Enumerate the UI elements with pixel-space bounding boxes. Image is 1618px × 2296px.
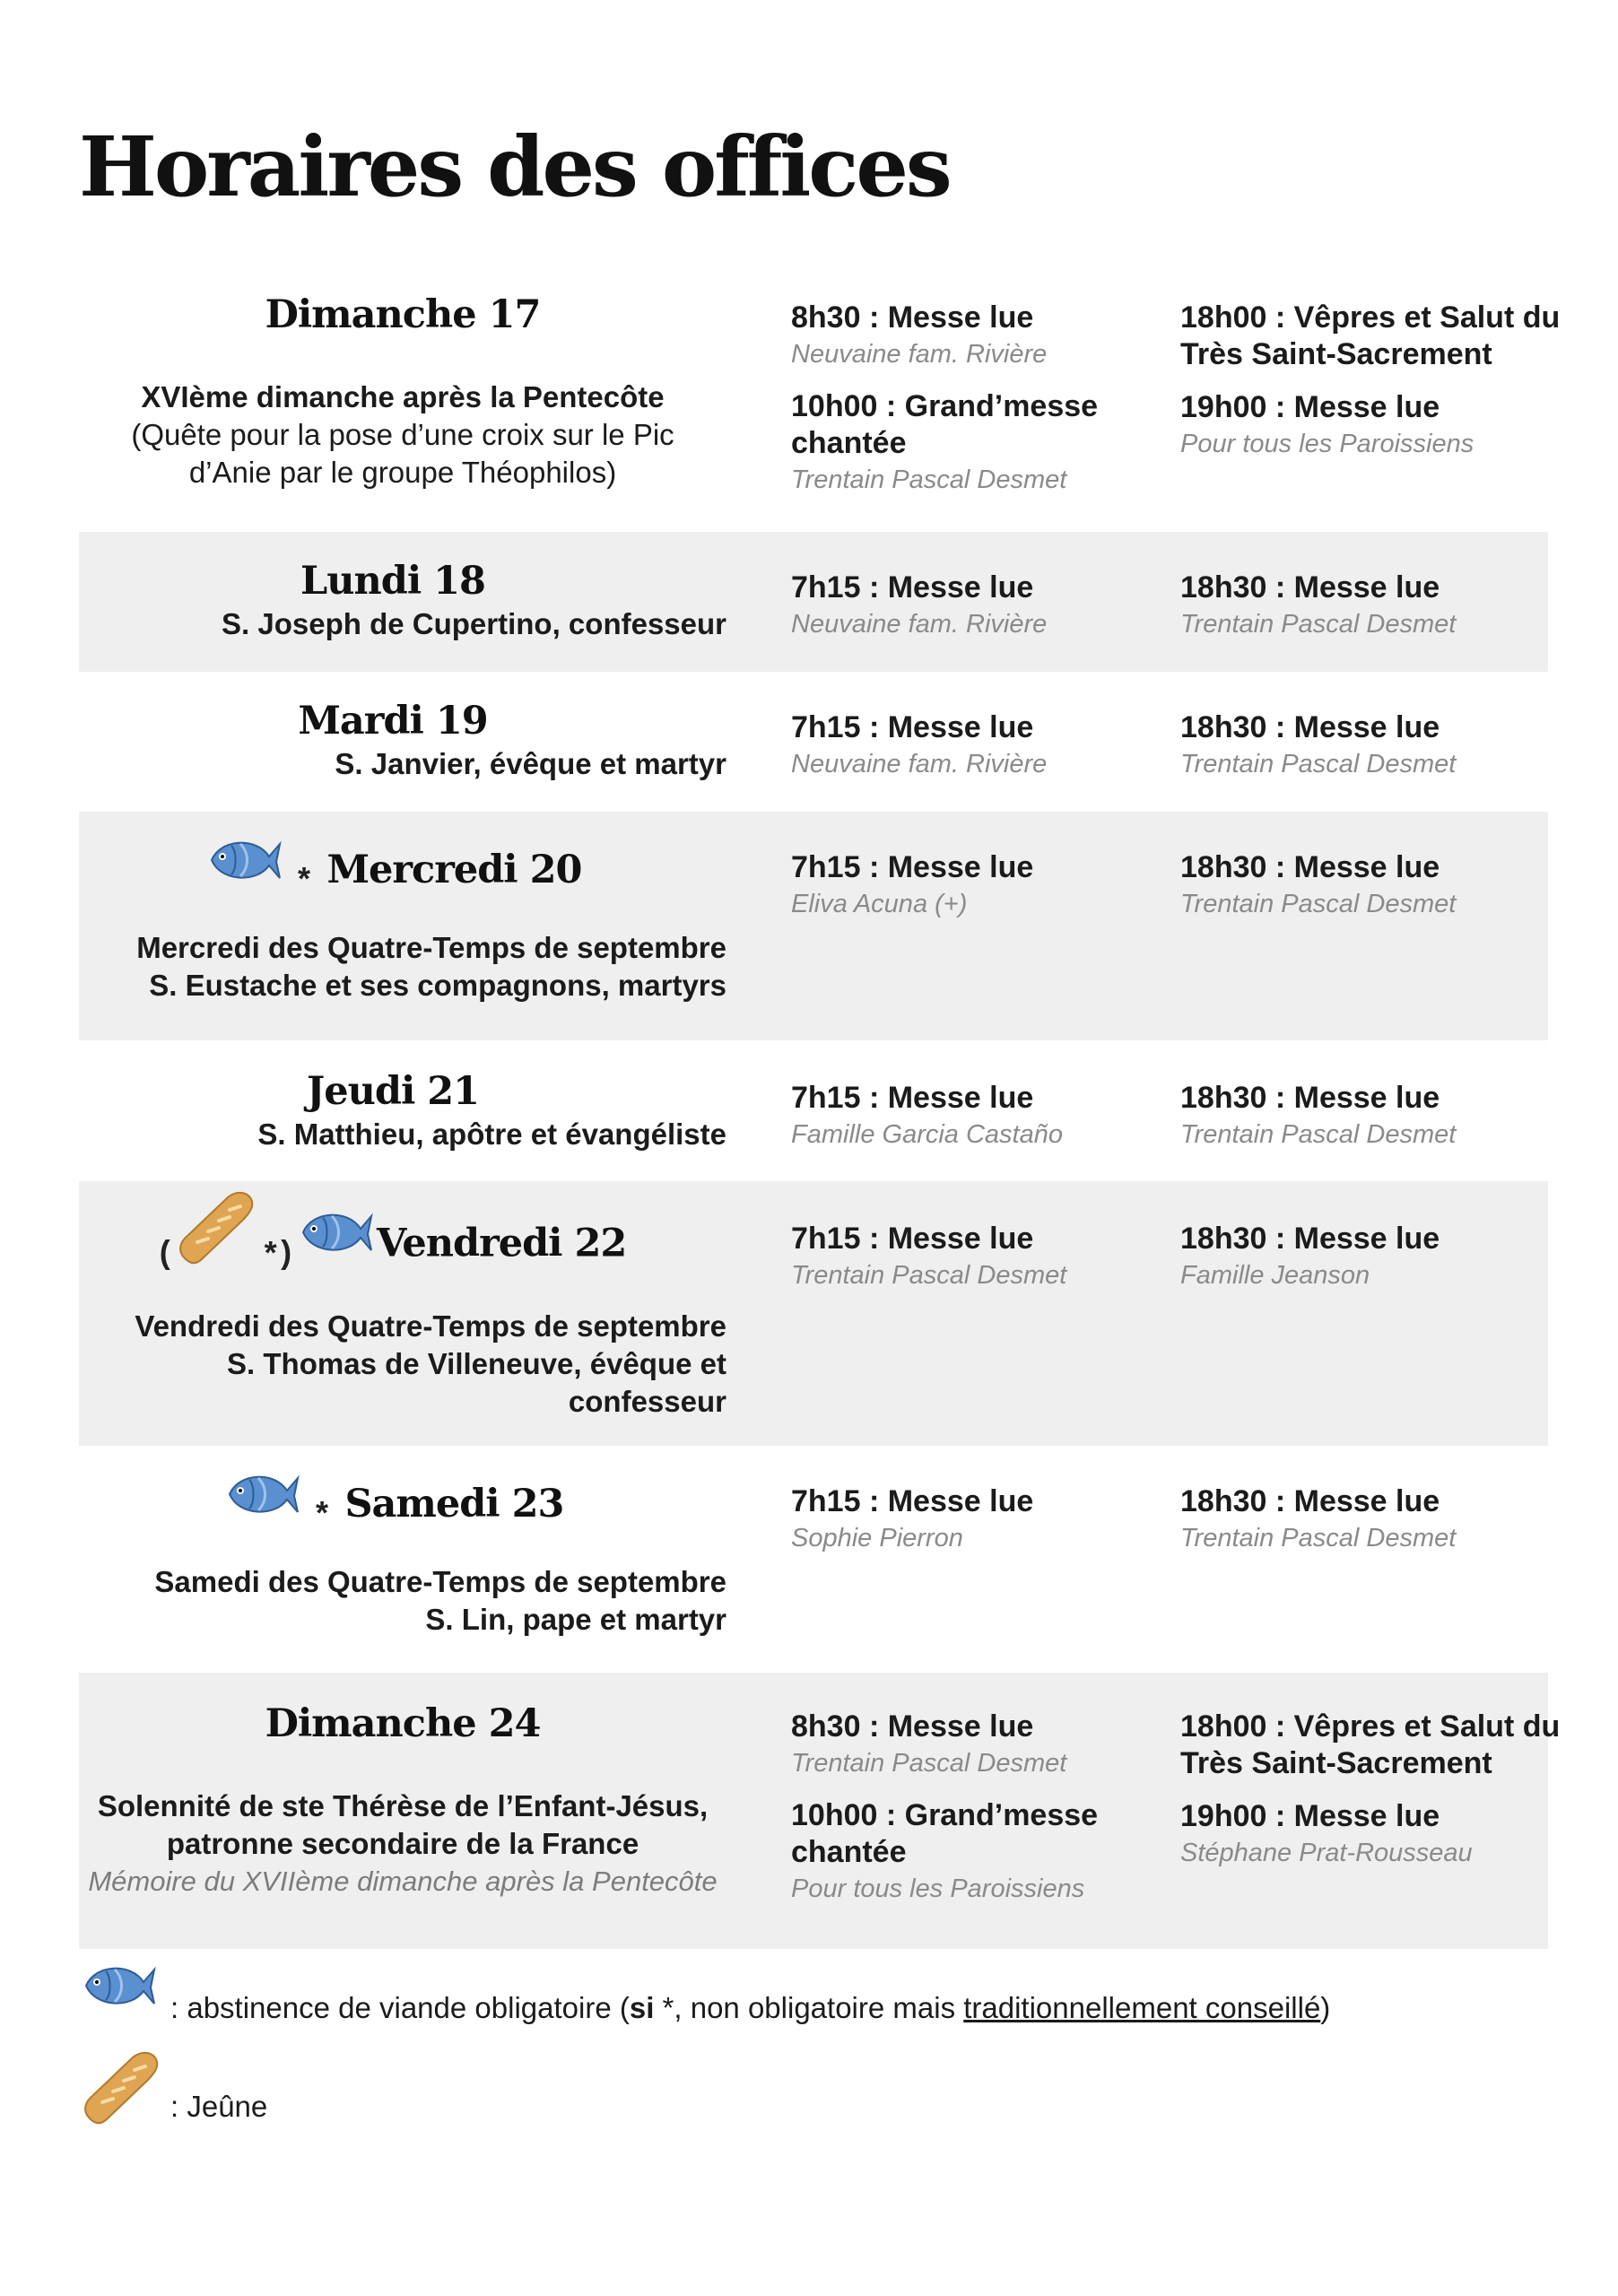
legend-fish xyxy=(79,1953,1550,2036)
day-row-saturday-23 xyxy=(79,1446,1548,1673)
masses-morning xyxy=(791,300,1168,514)
day-line: Mercredi des Quatre-Temps de septembre xyxy=(136,931,726,965)
mass-title: 7h15 : Messe lue xyxy=(791,850,1034,884)
mass-title: 7h15 : Messe lue xyxy=(791,1484,1034,1518)
mass-title: 18h30 : Messe lue xyxy=(1180,1222,1440,1256)
day-name: Lundi 18 xyxy=(300,559,485,604)
legend-fish-text xyxy=(170,1991,1330,2025)
legend-text: : abstinence de viande obligatoire ( xyxy=(170,1991,630,2024)
mass-intention: Trentain Pascal Desmet xyxy=(1180,1524,1457,1552)
day-info xyxy=(79,1482,726,1639)
day-line: Solennité de ste Thérèse de l’Enfant-Jésus, xyxy=(97,1788,709,1822)
mass-entry xyxy=(791,1709,1168,1781)
day-info xyxy=(79,699,726,783)
day-info xyxy=(79,1069,726,1153)
legend-text-underlined: traditionnellement conseillé xyxy=(963,1991,1321,2024)
day-row-sunday-24 xyxy=(79,1673,1561,1949)
mass-intention: Eliva Acuna (+) xyxy=(791,890,968,918)
masses-morning xyxy=(791,709,1168,782)
mass-intention: Trentain Pascal Desmet xyxy=(1180,1120,1457,1149)
mass-intention: Stéphane Prat-Rousseau xyxy=(1180,1839,1473,1867)
optional-marker: * xyxy=(264,1233,277,1271)
day-line: Vendredi des Quatre-Temps de septembre xyxy=(135,1309,726,1343)
mass-intention: Trentain Pascal Desmet xyxy=(1180,890,1457,918)
mass-title: 18h30 : Messe lue xyxy=(1180,1484,1440,1518)
masses-morning xyxy=(791,1483,1168,1556)
day-name: Dimanche 24 xyxy=(265,1701,541,1746)
day-row-sunday-17 xyxy=(79,285,1561,520)
masses-evening xyxy=(1180,709,1566,782)
mass-entry xyxy=(791,1797,1168,1907)
legend-text: *, non obligatoire mais xyxy=(654,1991,964,2024)
day-info xyxy=(79,1701,726,1900)
mass-intention: Neuvaine fam. Rivière xyxy=(791,610,1048,639)
fish-icon xyxy=(296,1204,373,1265)
mass-intention: Neuvaine fam. Rivière xyxy=(791,340,1048,369)
day-heading xyxy=(59,848,726,909)
day-name: Jeudi 21 xyxy=(306,1069,480,1114)
masses-evening xyxy=(1180,300,1566,478)
day-line: confesseur xyxy=(568,1385,726,1418)
mass-title: 18h30 : Messe lue xyxy=(1180,710,1440,744)
fish-icon xyxy=(79,1957,156,2019)
day-line: (Quête pour la pose d’une croix sur le Pic xyxy=(131,417,674,451)
mass-entry xyxy=(791,300,1168,372)
mass-intention: Pour tous les Paroissiens xyxy=(791,1874,1085,1903)
mass-entry xyxy=(1180,1709,1566,1782)
baguette-icon xyxy=(79,2048,160,2134)
mass-title: 10h00 : Grand’messe chantée xyxy=(791,1798,1099,1869)
day-info xyxy=(79,848,726,1004)
day-line: S. Matthieu, apôtre et évangéliste xyxy=(257,1117,726,1151)
optional-marker: * xyxy=(316,1493,329,1531)
day-line: S. Lin, pape et martyr xyxy=(425,1603,726,1637)
mass-intention: Trentain Pascal Desmet xyxy=(1180,610,1457,639)
day-heading xyxy=(59,1482,726,1544)
day-line: Samedi des Quatre-Temps de septembre xyxy=(154,1565,726,1599)
day-info xyxy=(79,292,726,491)
masses-morning xyxy=(791,1221,1168,1293)
mass-entry xyxy=(791,388,1168,498)
optional-marker: * xyxy=(297,859,310,897)
mass-title: 19h00 : Messe lue xyxy=(1180,1799,1440,1833)
mass-intention: Trentain Pascal Desmet xyxy=(791,1261,1067,1290)
masses-morning xyxy=(791,570,1168,642)
day-row-wednesday-20 xyxy=(79,812,1548,1040)
day-line: S. Eustache et ses compagnons, martyrs xyxy=(149,969,726,1003)
page-title: Horaires des offices xyxy=(79,118,950,215)
masses-evening xyxy=(1180,849,1566,922)
day-note: Mémoire du XVIIème dimanche après la Pentecôte xyxy=(88,1865,718,1897)
mass-title: 7h15 : Messe lue xyxy=(791,1222,1034,1256)
masses-evening xyxy=(1180,1483,1566,1556)
mass-title: 18h00 : Vêpres et Salut du Très Saint-Sacrement xyxy=(1180,1709,1561,1780)
day-info xyxy=(79,559,726,643)
day-name: Mercredi 20 xyxy=(326,848,582,892)
day-row-friday-22 xyxy=(79,1181,1548,1446)
mass-intention: Trentain Pascal Desmet xyxy=(791,465,1067,494)
mass-intention: Trentain Pascal Desmet xyxy=(791,1749,1067,1778)
day-row-thursday-21 xyxy=(79,1040,1548,1181)
mass-intention: Pour tous les Paroissiens xyxy=(1180,430,1474,458)
mass-entry xyxy=(1180,389,1566,462)
mass-title: 10h00 : Grand’messe chantée xyxy=(791,389,1099,460)
fish-icon xyxy=(222,1465,300,1527)
masses-morning xyxy=(791,1709,1168,1923)
mass-intention: Famille Jeanson xyxy=(1180,1261,1370,1290)
masses-evening xyxy=(1180,570,1566,642)
mass-title: 18h00 : Vêpres et Salut du Très Saint-Sacrement xyxy=(1180,300,1561,371)
legend-bread xyxy=(79,2045,1550,2135)
fish-icon xyxy=(204,831,282,893)
paren-open: ( xyxy=(159,1233,170,1271)
baguette-icon xyxy=(174,1188,255,1274)
mass-title: 18h30 : Messe lue xyxy=(1180,1081,1440,1115)
day-line: S. Thomas de Villeneuve, évêque et xyxy=(227,1347,726,1380)
mass-intention: Sophie Pierron xyxy=(791,1524,963,1552)
day-line: S. Joseph de Cupertino, confesseur xyxy=(222,606,726,640)
day-name: Dimanche 17 xyxy=(265,292,541,337)
legend-bread-text: : Jeûne xyxy=(170,2090,268,2123)
mass-title: 8h30 : Messe lue xyxy=(791,300,1034,335)
day-name: Mardi 19 xyxy=(298,699,488,744)
mass-title: 7h15 : Messe lue xyxy=(791,710,1034,744)
mass-entry xyxy=(1180,300,1566,373)
day-row-monday-18 xyxy=(79,532,1548,672)
mass-title: 19h00 : Messe lue xyxy=(1180,390,1440,424)
mass-title: 18h30 : Messe lue xyxy=(1180,850,1440,884)
legend-text: ) xyxy=(1320,1991,1331,2024)
day-line: S. Janvier, évêque et martyr xyxy=(335,746,726,780)
mass-title: 7h15 : Messe lue xyxy=(791,570,1034,604)
day-row-tuesday-19 xyxy=(79,672,1548,812)
day-line: d’Anie par le groupe Théophilos) xyxy=(188,455,617,489)
day-info xyxy=(79,1210,726,1421)
masses-evening xyxy=(1180,1709,1566,1887)
masses-evening xyxy=(1180,1221,1566,1293)
mass-title: 8h30 : Messe lue xyxy=(791,1709,1034,1744)
day-line: patronne secondaire de la France xyxy=(166,1826,639,1860)
day-name: Samedi 23 xyxy=(344,1482,564,1526)
day-line: XVIème dimanche après la Pentecôte xyxy=(141,379,665,413)
day-name: Vendredi 22 xyxy=(376,1221,627,1266)
day-heading xyxy=(59,1210,726,1295)
mass-intention: Trentain Pascal Desmet xyxy=(1180,750,1457,778)
legend-text-bold: si xyxy=(629,1991,655,2024)
mass-intention: Neuvaine fam. Rivière xyxy=(791,750,1048,778)
mass-title: 7h15 : Messe lue xyxy=(791,1081,1034,1115)
masses-morning xyxy=(791,1080,1168,1152)
mass-title: 18h30 : Messe lue xyxy=(1180,570,1440,604)
masses-morning xyxy=(791,849,1168,922)
mass-intention: Famille Garcia Castaño xyxy=(791,1120,1063,1149)
mass-entry xyxy=(1180,1798,1566,1871)
masses-evening xyxy=(1180,1080,1566,1152)
paren-close: ) xyxy=(281,1233,292,1271)
